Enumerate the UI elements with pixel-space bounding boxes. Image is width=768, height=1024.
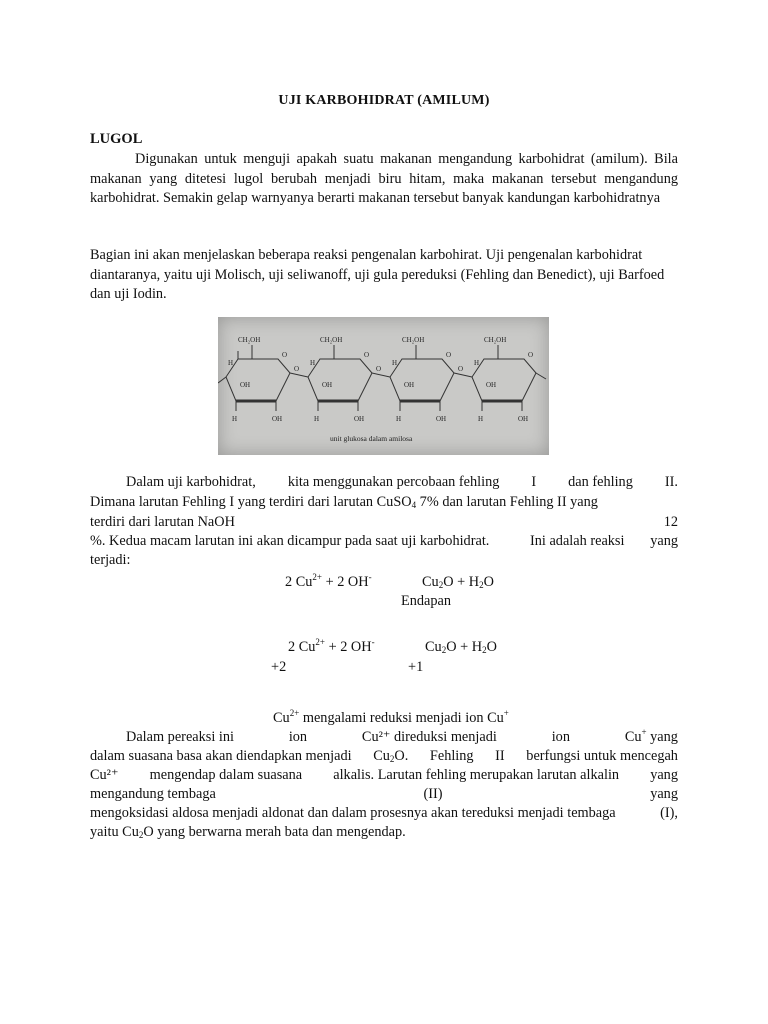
label-ch2oh-4: CH₂OH — [484, 336, 507, 344]
glucose-ring-4 — [472, 359, 536, 401]
label-oh: OH — [322, 381, 333, 389]
label-ring-o-4: O — [528, 351, 534, 359]
fehling-line-5: terjadi: — [90, 552, 131, 568]
label-h-bottom: H — [396, 415, 402, 423]
label-h: H — [392, 359, 398, 367]
reaction-1-note: Endapan — [401, 593, 452, 609]
label-h: H — [310, 359, 316, 367]
last-line-3: Cu²⁺ mengendap dalam suasana alkalis. Larutan fehling merupakan larutan alkalin yang — [90, 767, 678, 783]
label-oh: OH — [486, 381, 497, 389]
label-oh-bottom: OH — [354, 415, 365, 423]
last-line-1: Dalam pereaksi ini ion Cu²⁺ direduksi menjadi ion Cu+ yang — [126, 727, 678, 745]
label-ch2oh-2: CH₂OH — [320, 336, 343, 344]
reaction-1-reactants: 2 $Cu^{2+} + 2$ OH- — [285, 572, 372, 590]
label-ring-o-2: O — [364, 351, 370, 359]
last-line-6: yaitu $Cu_2O$ yang berwarna merah bata dan mengendap. — [90, 824, 406, 840]
oxidation-state-left: +2 — [271, 659, 287, 675]
fehling-line-2: Dimana larutan Fehling I yang terdiri dari larutan CuSO$_4$ 7% dan larutan Fehling II yang — [90, 494, 598, 510]
label-oh-bottom: OH — [518, 415, 529, 423]
last-line-4: mengandung tembaga (II) yang — [90, 786, 678, 802]
label-ch2oh-1: CH₂OH — [238, 336, 261, 344]
label-oh: OH — [240, 381, 251, 389]
paragraph-lugol: Digunakan untuk menguji apakah suatu makanan mengandung karbohidrat (amilum). Bila makanan yang ditetesi lugol berubah menjadi biru hitam, maka makanan tersebut mengandung karbohidrat. Semakin gelap warnyanya berarti makanan tersebut banyak kandungan karbohidratnya — [90, 151, 678, 206]
last-line-2: dalam suasana basa akan diendapkan menjadi $Cu_2O$. Fehling II berfungsi untuk mencegah — [90, 748, 678, 764]
reaction-2-reactants: 2 $Cu^{2+} + 2$ OH- — [288, 637, 375, 655]
glucose-ring-3 — [390, 359, 454, 401]
label-o-link: O — [376, 365, 382, 373]
label-h-bottom: H — [478, 415, 484, 423]
label-oh-bottom: OH — [272, 415, 283, 423]
amylose-structure-figure — [218, 317, 549, 455]
reduction-statement: $Cu^{2+}$ mengalami reduksi menjadi ion Cu+ — [273, 708, 509, 726]
fehling-line-1: Dalam uji karbohidrat, kita menggunakan percobaan fehling I dan fehling II. — [126, 474, 678, 490]
label-ring-o-3: O — [446, 351, 452, 359]
fehling-line-3: terdiri dari larutan NaOH 12 — [90, 514, 678, 530]
label-ring-o-1: O — [282, 351, 288, 359]
label-h: H — [228, 359, 234, 367]
reaction-1-products: $Cu_2O + H_2O$ — [422, 574, 494, 590]
oxidation-state-right: +1 — [408, 659, 424, 675]
glucose-ring-2 — [308, 359, 372, 401]
label-h-bottom: H — [232, 415, 238, 423]
section-heading-lugol: LUGOL — [90, 131, 143, 147]
page-title: UJI KARBOHIDRAT (AMILUM) — [278, 93, 490, 108]
glucose-ring-1 — [226, 359, 290, 401]
label-h-bottom: H — [314, 415, 320, 423]
last-line-5: mengoksidasi aldosa menjadi aldonat dan dalam prosesnya akan tereduksi menjadi tembaga (I), — [90, 805, 678, 821]
label-o-link: O — [458, 365, 464, 373]
fehling-line-4: %. Kedua macam larutan ini akan dicampur pada saat uji karbohidrat. Ini adalah reaksi yang — [90, 533, 678, 549]
label-ch2oh-3: CH₂OH — [402, 336, 425, 344]
reaction-2-products: $Cu_2O + H_2O$ — [425, 639, 497, 655]
label-oh: OH — [404, 381, 415, 389]
paragraph-intro: Bagian ini akan menjelaskan beberapa reaksi pengenalan karbohirat. Uji pengenalan karbohidrat diantaranya, yaitu uji Molisch, uji seliwanoff, uji gula pereduksi (Fehling dan Benedict), uji Barfoed dan uji Iodin. — [90, 247, 665, 302]
label-oh-bottom: OH — [436, 415, 447, 423]
figure-caption: unit glukosa dalam amilosa — [330, 434, 413, 443]
label-h: H — [474, 359, 480, 367]
label-o-link: O — [294, 365, 300, 373]
amylose-diagram — [218, 317, 549, 455]
